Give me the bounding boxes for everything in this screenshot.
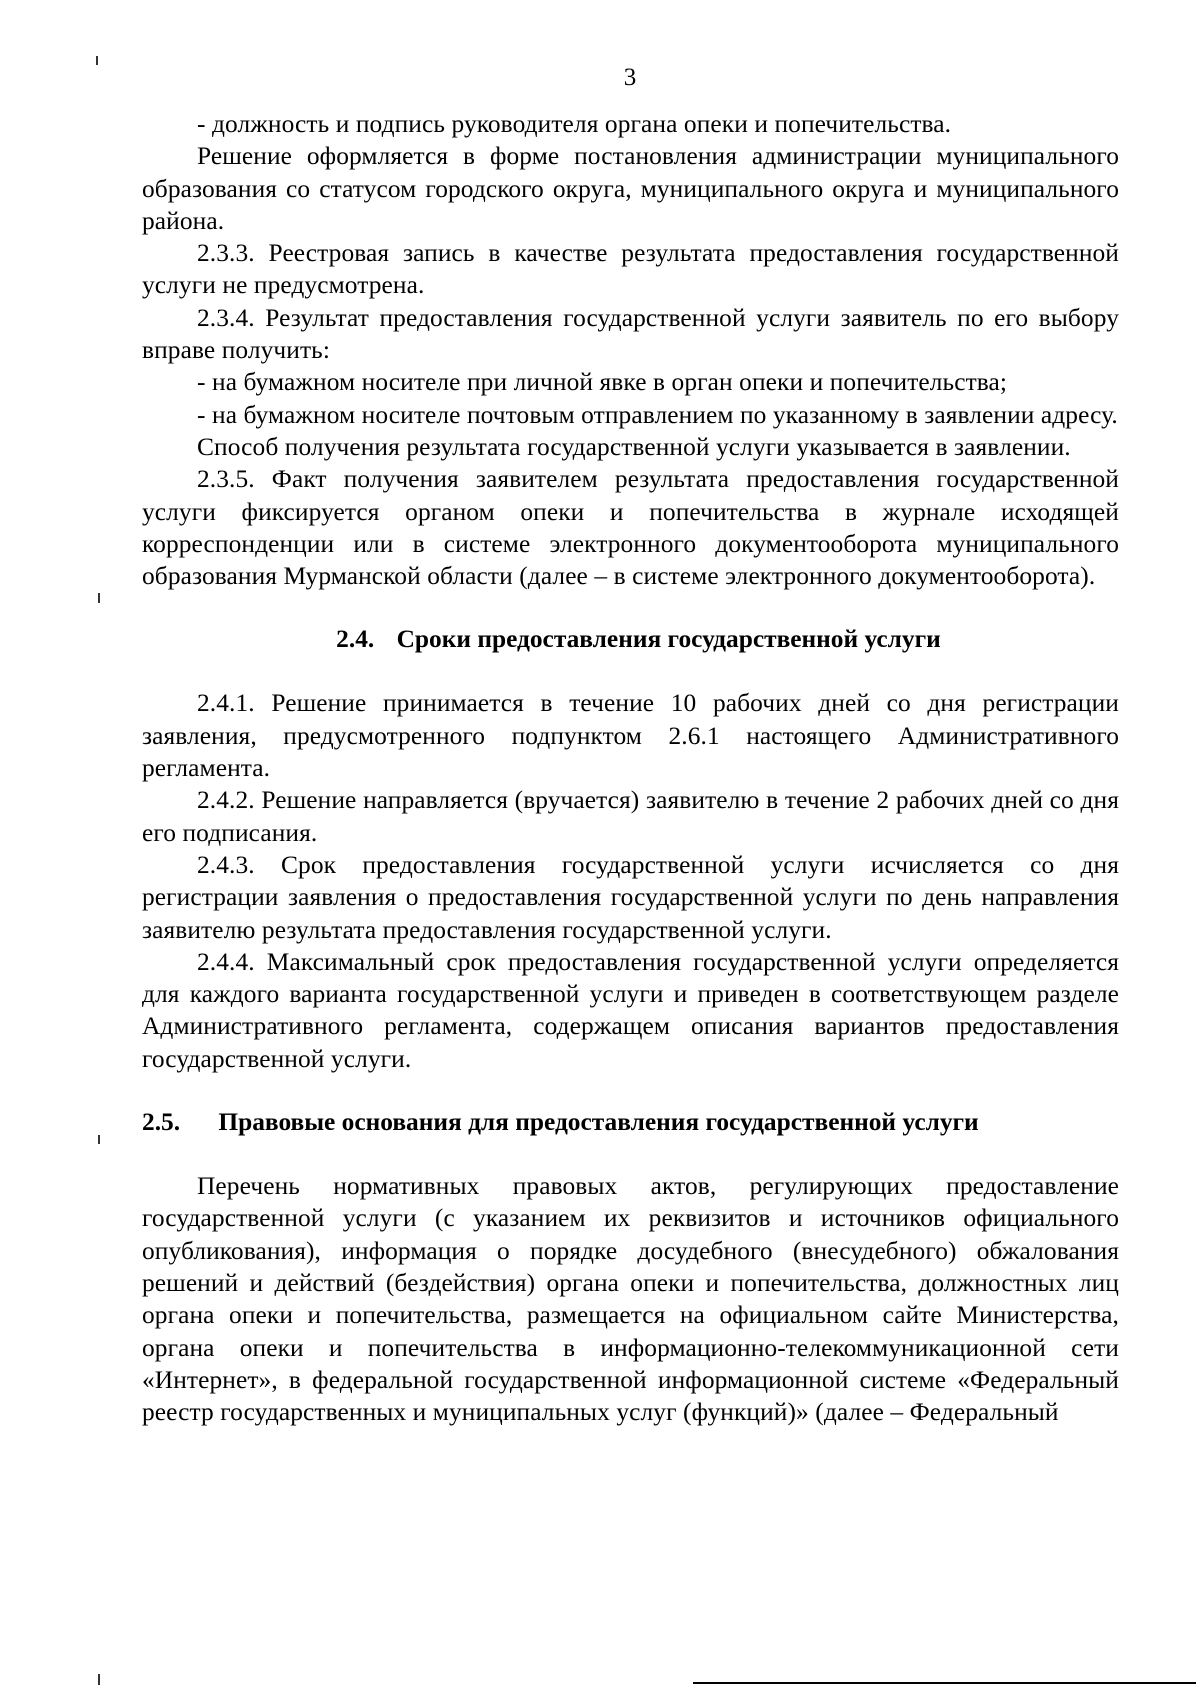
paragraph: 2.4.1. Решение принимается в течение 10 рабочих дней со дня регистрации заявления, предусмотренного подпунктом 2.6.1 настоящего Административного регламента. — [142, 689, 1119, 783]
section-title: Правовые основания для предоставления государственной услуги — [218, 1108, 979, 1137]
paragraph: - должность и подпись руководителя органа опеки и попечительства. — [197, 110, 952, 138]
page-number: 3 — [623, 64, 637, 91]
paragraph: 2.4.4. Максимальный срок предоставления государственной услуги определяется для каждого варианта государственной услуги и приведен в соответствующем разделе Административного регламента, содержащем описания вариантов предоставления государственной услуги. — [142, 947, 1119, 1073]
footer-rule — [693, 1682, 1196, 1684]
paragraph: Способ получения результата государственной услуги указывается в заявлении. — [197, 432, 1071, 461]
paragraph: 2.3.4. Результат предоставления государственной услуги заявитель по его выбору вправе получить: — [142, 303, 1119, 365]
section-title: Сроки предоставления государственной услуги — [396, 625, 941, 654]
paragraph: Перечень нормативных правовых актов, регулирующих предоставление государственной услуги (с указанием их реквизитов и источников официального опубликования), информация о порядке досудебного (внесудебного) обжалования решений и действий (бездействия) органа опеки и попечительства, должностных лиц органа опеки и попечительства, размещается на официальном сайте Министерства, органа опеки и попечительства в информационно-телекоммуникационной сети «Интернет», в федеральной государственной информационной системе «Федеральный реестр государственных и муниципальных услуг (функций)» (далее – Федеральный — [142, 1172, 1119, 1427]
paragraph: 2.4.2. Решение направляется (вручается) заявителю в течение 2 рабочих дней со дня его подписания. — [142, 786, 1119, 847]
document-body — [142, 108, 1119, 1428]
paragraph: 2.3.5. Факт получения заявителем результата предоставления государственной услуги фиксируется органом опеки и попечительства в журнале исходящей корреспонденции или в системе электронного документооборота муниципального образования Мурманской области (далее – в системе электронного документооборота). — [142, 465, 1119, 591]
section-heading — [142, 623, 1119, 655]
scan-mark-lower — [98, 1135, 100, 1144]
section-heading — [142, 1106, 1119, 1138]
paragraph: - на бумажном носителе почтовым отправлением по указанному в заявлении адресу. — [197, 400, 1118, 429]
paragraph: 2.4.3. Срок предоставления государственной услуги исчисляется со дня регистрации заявления о предоставления государственной услуги по день направления заявителю результата предоставления государственной услуги. — [142, 850, 1119, 944]
paragraph: 2.3.3. Реестровая запись в качестве результата предоставления государственной услуги не предусмотрена. — [142, 239, 1119, 300]
paragraph: - на бумажном носителе при личной явке в орган опеки и попечительства; — [197, 368, 1008, 397]
scan-mark-middle — [98, 593, 100, 603]
section-number: 2.4. — [336, 625, 375, 654]
scan-mark-bottom — [98, 1674, 100, 1685]
section-number: 2.5. — [142, 1108, 181, 1137]
paragraph: Решение оформляется в форме постановления администрации муниципального образования со статусом городского округа, муниципального округа и муниципального района. — [142, 142, 1119, 235]
